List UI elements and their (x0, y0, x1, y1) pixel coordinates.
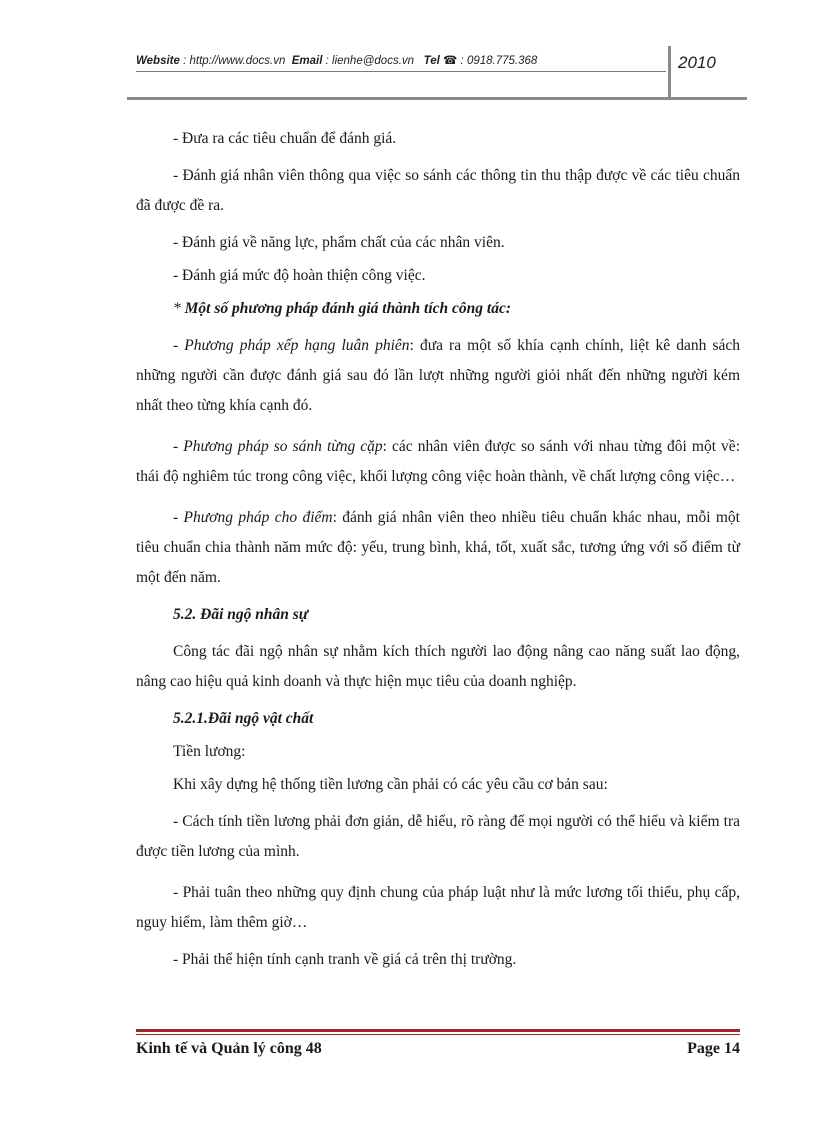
paragraph: - Đánh giá nhân viên thông qua việc so sánh các thông tin thu thập được về các tiêu chuẩn đã được đề ra. (136, 167, 740, 214)
website-label: Website (136, 55, 180, 67)
section-heading: 5.2. Đãi ngộ nhân sự (173, 606, 309, 623)
paragraph: Khi xây dựng hệ thống tiền lương cần phải có các yêu cầu cơ bản sau: (173, 776, 608, 793)
paragraph (136, 331, 740, 421)
paragraph: - Phải tuân theo những quy định chung của pháp luật như là mức lương tối thiểu, phụ cấp, nguy hiểm, làm thêm giờ… (136, 884, 740, 931)
method-text: : các nhân viên được so sánh với nhau từng đôi một về: thái độ nghiêm túc trong công việc, khối lượng công việc hoàn thành, về chất lượng công việc… (136, 438, 740, 485)
paragraph: - Đưa ra các tiêu chuẩn để đánh giá. (173, 130, 397, 147)
paragraph (136, 432, 740, 492)
header-vertical-divider (668, 46, 671, 100)
header-rule (127, 97, 747, 100)
method-text: : đưa ra một số khía cạnh chính, liệt kê danh sách những người cần được đánh giá sau đó lần lượt những người giỏi nhất đến những người kém nhất theo từng khía cạnh đó. (136, 337, 741, 414)
page-number: Page 14 (687, 1040, 740, 1057)
subheading-methods: Một số phương pháp đánh giá thành tích công tác: (184, 300, 512, 317)
header-underline (136, 71, 666, 72)
page-body (136, 128, 740, 982)
tel-label: Tel (423, 55, 440, 67)
paragraph: - Cách tính tiền lương phải đơn giản, dễ hiểu, rõ ràng để mọi người có thể hiểu và kiểm tra được tiền lương của mình. (136, 813, 740, 860)
website-separator: : (179, 55, 190, 67)
email-label: Email (291, 55, 323, 67)
paragraph: Tiền lương: (173, 743, 246, 760)
tel-number: : 0918.775.368 (457, 55, 538, 67)
website-url[interactable]: http://www.docs.vn (189, 55, 286, 67)
footer-title: Kinh tế và Quản lý công 48 (136, 1040, 322, 1057)
paragraph: Công tác đãi ngộ nhân sự nhằm kích thích người lao động nâng cao năng suất lao động, nâng cao hiệu quả kinh doanh và thực hiện mục tiêu của doanh nghiệp. (136, 643, 740, 690)
bullet-star: * (173, 300, 185, 317)
method-label: - Phương pháp xếp hạng luân phiên (173, 337, 410, 354)
method-text: : đánh giá nhân viên theo nhiều tiêu chuẩn khác nhau, mỗi một tiêu chuẩn chia thành năm mức độ: yếu, trung bình, khá, tốt, xuất sắc, tương ứng với số điểm từ một đến năm. (136, 509, 740, 586)
paragraph: - Đánh giá mức độ hoàn thiện công việc. (173, 267, 426, 284)
footer-rule-thin (136, 1034, 740, 1035)
header-year: 2010 (678, 53, 716, 72)
footer-rule (136, 1029, 740, 1032)
paragraph: - Đánh giá về năng lực, phẩm chất của các nhân viên. (173, 234, 505, 251)
phone-icon: ☎ (443, 55, 458, 67)
method-label: - Phương pháp so sánh từng cặp (173, 438, 383, 455)
paragraph: - Phải thể hiện tính cạnh tranh về giá cả trên thị trường. (173, 951, 517, 968)
email-separator: : (322, 55, 333, 67)
paragraph (136, 503, 740, 593)
section-heading: 5.2.1.Đãi ngộ vật chất (173, 710, 314, 727)
header-contact-line (136, 53, 666, 67)
subheading-paragraph (136, 298, 740, 320)
method-label: - Phương pháp cho điểm (173, 509, 333, 526)
email-address[interactable]: lienhe@docs.vn (332, 55, 415, 67)
